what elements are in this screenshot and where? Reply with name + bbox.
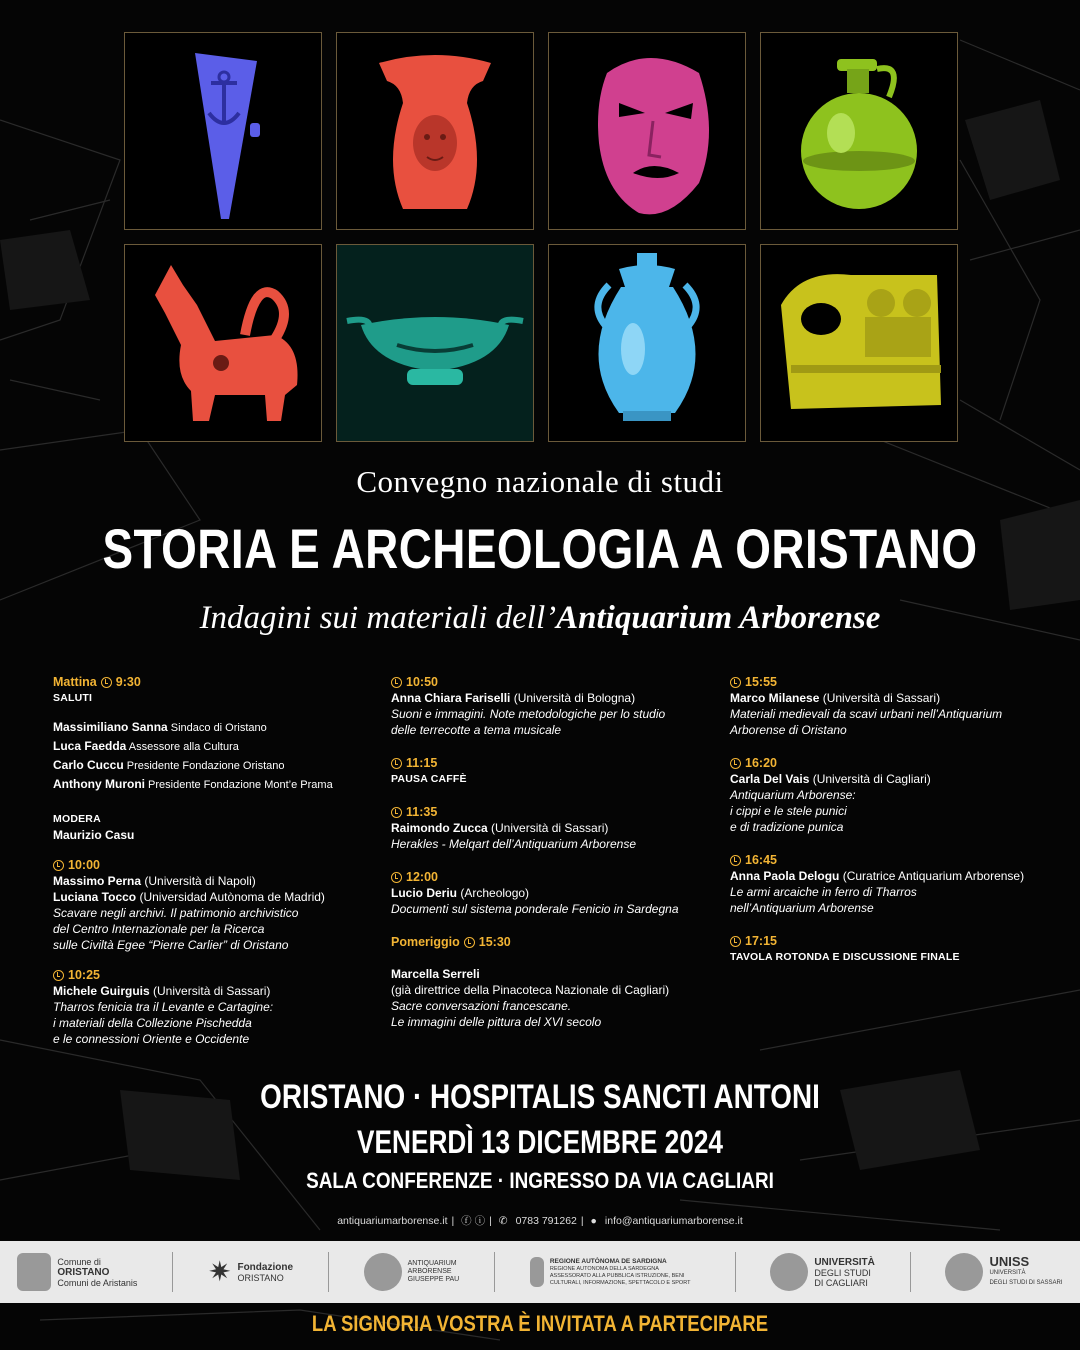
clock-icon xyxy=(101,677,112,688)
logo-divider xyxy=(735,1252,736,1292)
program-column-midday xyxy=(391,674,711,1047)
talk-title: Sacre conversazioni francescane. Le immagini delle pittura del XVI secolo xyxy=(391,999,602,1029)
university-seal-icon xyxy=(945,1253,983,1291)
time-slot: 11:15 xyxy=(391,755,711,771)
blue-pendant-artifact-icon xyxy=(125,33,321,229)
artifact-tile-3 xyxy=(548,32,746,230)
logo-unica: UNIVERSITÀ DEGLI STUDI DI CAGLIARI xyxy=(770,1253,875,1291)
coffee-break-label: PAUSA CAFFÈ xyxy=(391,773,467,785)
clock-icon xyxy=(53,860,64,871)
speaker: Massimo Perna (Università di Napoli) xyxy=(53,874,256,888)
logo-divider xyxy=(910,1252,911,1292)
city-crest-icon xyxy=(17,1253,51,1291)
magenta-mask-icon xyxy=(549,33,745,229)
clock-icon xyxy=(730,758,741,769)
speaker-affiliation: (già direttrice della Pinacoteca Nazionale di Cagliari) xyxy=(391,983,670,997)
talk-title: Suoni e immagini. Note metodologiche per lo studio delle terrecotte a tema musicale xyxy=(391,707,666,737)
talk-title: Antiquarium Arborense: i cippi e le stele punici e di tradizione punica xyxy=(730,788,856,834)
talk-title: Documenti sul sistema ponderale Fenicio in Sardegna xyxy=(391,902,679,916)
cyan-amphora-icon xyxy=(549,245,745,441)
time-slot: 12:00 xyxy=(391,869,711,885)
session-time: 9:30 xyxy=(115,675,141,689)
contacts-line: antiquariumarborense.it | ⓕ ⓘ | ✆ 0783 791262 | ● info@antiquariumarborense.it xyxy=(337,1215,743,1227)
clock-icon xyxy=(53,970,64,981)
event-kicker: Convegno nazionale di studi xyxy=(356,464,724,499)
website-link[interactable]: antiquariumarborense.it xyxy=(337,1215,448,1227)
phone-number[interactable]: 0783 791262 xyxy=(515,1215,577,1227)
logo-comune-oristano: Comune di ORISTANO Comuni de Aristanis xyxy=(17,1253,137,1291)
university-seal-icon xyxy=(770,1253,808,1291)
clock-icon xyxy=(391,677,402,688)
talk-title: Herakles - Melqart dell’Antiquarium Arborense xyxy=(391,837,636,851)
partner-logo-bar xyxy=(0,1241,1080,1303)
tagline-plain: Indagini sui materiali dell’ xyxy=(199,600,557,636)
clock-icon xyxy=(730,855,741,866)
logo-divider xyxy=(328,1252,329,1292)
tagline-bold: Antiquarium Arborense xyxy=(556,600,881,636)
talk-title: Scavare negli archivi. Il patrimonio archivistico del Centro Internazionale per la Ricerca sulle Civiltà Egee “Pierre Carlier” di Oristano xyxy=(53,906,299,952)
time-slot: 10:00 xyxy=(53,857,373,873)
red-horse-vessel-icon xyxy=(125,245,321,441)
clock-icon xyxy=(464,937,475,948)
speaker: Michele Guirguis (Università di Sassari) xyxy=(53,984,271,998)
talk-title: Materiali medievali da scavi urbani nell’Antiquarium Arborense di Oristano xyxy=(730,707,1003,737)
venue-place: ORISTANO · HOSPITALIS SANCTI ANTONI xyxy=(260,1078,820,1116)
time-slot: 16:20 xyxy=(730,755,1050,771)
program-column-morning xyxy=(53,674,373,1064)
moderator-name: Maurizio Casu xyxy=(53,828,135,842)
red-terracotta-vase-icon xyxy=(337,33,533,229)
artifact-tile-6 xyxy=(336,244,534,442)
clock-icon xyxy=(391,807,402,818)
clock-icon xyxy=(730,936,741,947)
session-header-morning xyxy=(53,674,373,690)
speaker: Luciana Tocco (Universidad Autònoma de Madrid) xyxy=(53,890,325,904)
speaker-name: Marcella Serreli xyxy=(391,967,480,981)
time-slot: 10:25 xyxy=(53,967,373,983)
star-emblem-icon: ✷ xyxy=(208,1256,232,1287)
greeting-item: Carlo Cuccu Presidente Fondazione Oristano xyxy=(53,758,285,772)
speaker: Carla Del Vais (Università di Cagliari) xyxy=(730,772,931,786)
clock-icon xyxy=(391,872,402,883)
speaker: Lucio Deriu (Archeologo) xyxy=(391,886,530,900)
logo-regione-sardegna: REGIONE AUTÒNOMA DE SARDIGNA REGIONE AUTONOMA DELLA SARDEGNA ASSESSORATO ALLA PUBBLICA ISTRUZIONE, BENI CULTURALI, INFORMAZIONE, SPETTACOLO E SPORT xyxy=(530,1257,700,1287)
clock-icon xyxy=(730,677,741,688)
talk-title: Tharros fenicia tra il Levante e Cartagine: i materiali della Collezione Pischedda e le connessioni Oriente e Occidente xyxy=(53,1000,274,1046)
time-slot: 15:55 xyxy=(730,674,1050,690)
time-slot: 11:35 xyxy=(391,804,711,820)
talk-title: Le armi arcaiche in ferro di Tharros nell’Antiquarium Arborense xyxy=(730,885,917,915)
speaker: Marco Milanese (Università di Sassari) xyxy=(730,691,941,705)
email-icon: ● xyxy=(590,1215,597,1227)
artifact-tile-8 xyxy=(760,244,958,442)
saluti-label: SALUTI xyxy=(53,692,93,704)
modera-label: MODERA xyxy=(53,813,101,825)
logo-fondazione-oristano: ✷ Fondazione ORISTANO xyxy=(208,1256,294,1287)
program-column-afternoon xyxy=(730,674,1050,982)
whatsapp-icon: ✆ xyxy=(498,1215,508,1227)
email-link[interactable]: info@antiquariumarborense.it xyxy=(604,1215,743,1227)
event-date: VENERDÌ 13 DICEMBRE 2024 xyxy=(356,1124,724,1160)
teal-kylix-cup-icon xyxy=(337,245,533,441)
speaker: Raimondo Zucca (Università di Sassari) xyxy=(391,821,609,835)
time-slot: 16:45 xyxy=(730,852,1050,868)
session-header-afternoon: Pomeriggio 15:30 xyxy=(391,935,511,949)
speaker: Anna Chiara Fariselli (Università di Bologna) xyxy=(391,691,636,705)
venue-room: SALA CONFERENZE · INGRESSO DA VIA CAGLIARI xyxy=(306,1168,774,1193)
artifact-tile-5 xyxy=(124,244,322,442)
artifact-tile-4 xyxy=(760,32,958,230)
artifact-tile-7 xyxy=(548,244,746,442)
event-title: STORIA E ARCHEOLOGIA A ORISTANO xyxy=(102,517,978,580)
logo-divider xyxy=(172,1252,173,1292)
logo-antiquarium: ANTIQUARIUM ARBORENSE GIUSEPPE PAU xyxy=(364,1253,460,1291)
greeting-item: Luca Faedda Assessore alla Cultura xyxy=(53,739,239,753)
greeting-item: Massimiliano Sanna Sindaco di Oristano xyxy=(53,720,267,734)
event-tagline xyxy=(0,600,1080,637)
speaker: Anna Paola Delogu (Curatrice Antiquarium Arborense) xyxy=(730,869,1025,883)
artifact-tile-1 xyxy=(124,32,322,230)
social-icons[interactable]: ⓕ ⓘ xyxy=(461,1215,486,1227)
time-slot: 10:50 xyxy=(391,674,711,690)
region-shield-icon xyxy=(530,1257,544,1287)
yellow-relief-stele-icon xyxy=(761,245,957,441)
artifact-tile-2 xyxy=(336,32,534,230)
clock-icon xyxy=(391,758,402,769)
round-table-label: TAVOLA ROTONDA E DISCUSSIONE FINALE xyxy=(730,951,960,963)
mattina-label: Mattina xyxy=(53,675,97,689)
invitation-text: LA SIGNORIA VOSTRA È INVITATA A PARTECIPARE xyxy=(311,1311,769,1336)
green-glass-flask-icon xyxy=(761,33,957,229)
logo-divider xyxy=(494,1252,495,1292)
greeting-item: Anthony Muroni Presidente Fondazione Mont’e Prama xyxy=(53,777,333,791)
logo-uniss: UNISS UNIVERSITÀ DEGLI STUDI DI SASSARI xyxy=(945,1253,1062,1291)
portrait-emblem-icon xyxy=(364,1253,402,1291)
pomeriggio-label: Pomeriggio xyxy=(391,935,460,949)
time-slot: 17:15 xyxy=(730,933,1050,949)
